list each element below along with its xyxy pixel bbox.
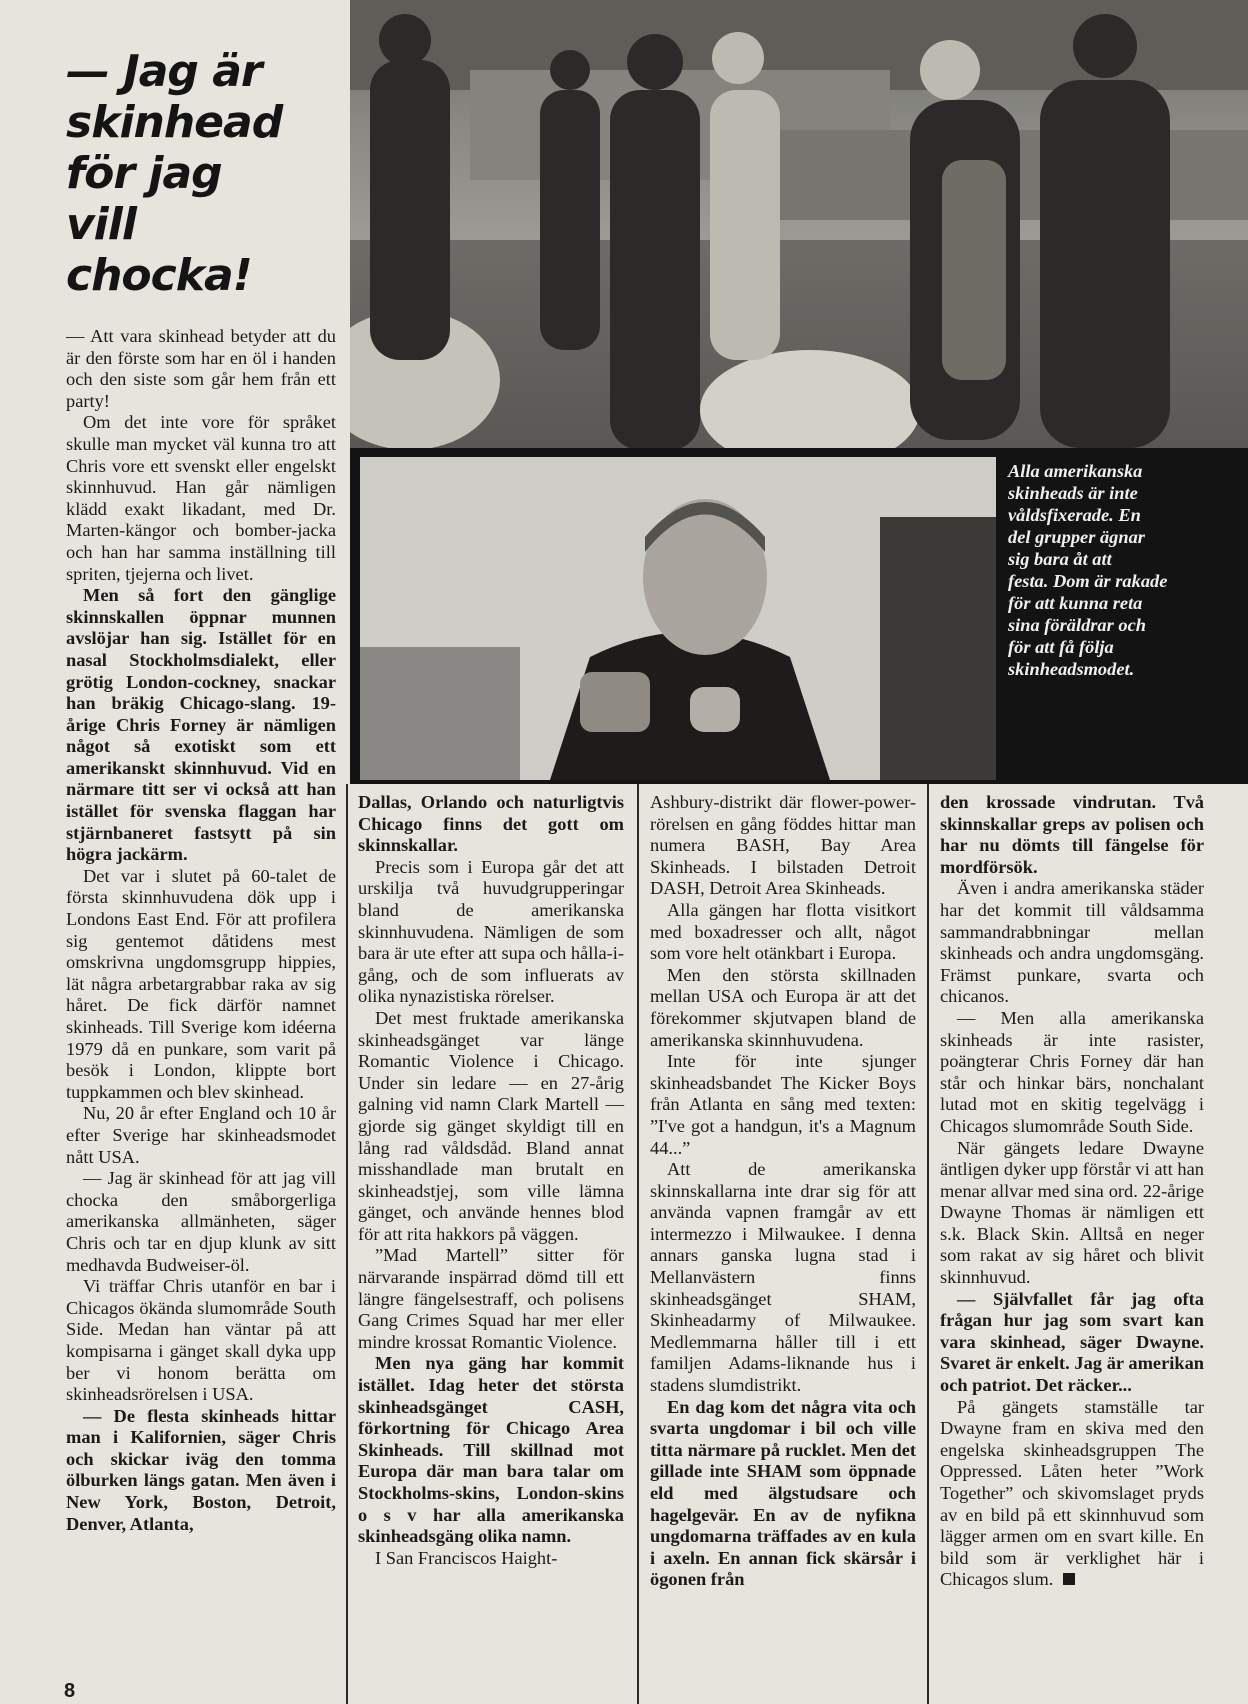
last-paragraph xyxy=(940,1397,1204,1591)
paragraph: Alla gängen har flotta visitkort med boxadresser och allt, något som vore helt otänkbart i Europa. xyxy=(650,899,916,964)
portrait-photo-illustration xyxy=(360,457,996,780)
paragraph: Nu, 20 år efter England och 10 år efter Sverige har skinheadsmodet nått USA. xyxy=(66,1103,336,1167)
paragraph: När gängets ledare Dwayne äntligen dyker upp förstår vi att han menar allvar med sina ord. 22-årige Dwayne Thomas är nämligen ett s.k. Black Skin. Alltså en neger som rakat av sig håret och blivit skinnhuvud. xyxy=(940,1137,1204,1288)
group-photo xyxy=(350,0,1248,448)
paragraph: Även i andra amerikanska städer har det kommit till våldsamma sammandrabbningar mellan skinheads och andra ungdomsgäng. Främst punkare, svarta och chicanos. xyxy=(940,878,1204,1007)
paragraph: — Jag är skinhead för att jag vill chocka den småborgerliga amerikanska allmänheten, säger Chris och tar en djup klunk av sitt medhavda Budweiser-öl. xyxy=(66,1168,336,1275)
paragraph: — Att vara skinhead betyder att du är den förste som har en öl i handen och den siste som går hem från ett party! xyxy=(66,326,336,411)
paragraph: En dag kom det några vita och svarta ungdomar i bil och ville titta närmare på rucklet. Men det gillade inte SHAM som öppnade eld med älgstudsare och hagelgevär. En av de nyfikna ungdomarna träffades av en kula i axeln. En annan fick skärsår i ögonen från xyxy=(650,1396,916,1590)
paragraph: Om det inte vore för språket skulle man mycket väl kunna tro att Chris vore ett svenskt eller engelskt skinnhuvud. Han går nämligen klädd exakt likadant, med Dr. Marten-kängor och bomber-jacka och han har samma inställning till spriten, tjejerna och livet. xyxy=(66,412,336,584)
paragraph: Det mest fruktade amerikanska skinheadsgänget var länge Romantic Violence i Chicago. Under sin ledare — en 27-årig galning vid namn Clark Martell — gjorde sig gänget skyldigt till en lång rad våldsdåd. Bland annat misshandlade man brutalt en skinheadstjej, som ville lämna gänget, och använde hennes blod för att rita hakkors på väggen. xyxy=(358,1007,624,1244)
text-column-1 xyxy=(66,326,336,1535)
group-photo-illustration xyxy=(350,0,1248,448)
text-column-3 xyxy=(650,792,916,1591)
column-rule xyxy=(637,784,639,1704)
paragraph: Inte för inte sjunger skinheadsbandet The Kicker Boys från Atlanta en sång med texten: ”I've got a handgun, it's a Magnum 44...” xyxy=(650,1051,916,1158)
photo-caption: Alla amerikanska skinheads är inte våldsfixerade. En del grupper ägnar sig bara åt att festa. Dom är rakade för att kunna reta sina föräldrar och för att få följa skinheadsmodet. xyxy=(1008,461,1168,679)
paragraph: — Självfallet får jag ofta frågan hur jag som svart kan vara skinhead, säger Dwayne. Svaret är enkelt. Jag är amerikan och patriot. Det räcker... xyxy=(940,1288,1204,1396)
column-rule xyxy=(346,784,348,1704)
paragraph: Dallas, Orlando och naturligtvis Chicago finns det gott om skinnskallar. xyxy=(358,792,624,856)
column-rule xyxy=(927,784,929,1704)
end-mark-icon xyxy=(1063,1573,1075,1585)
paragraph: Men den största skillnaden mellan USA och Europa är att det förekommer skjutvapen bland de amerikanska skinnhuvudena. xyxy=(650,964,916,1050)
paragraph: Det var i slutet på 60-talet de första skinnhuvudena dök upp i Londons East End. För att profilera sig gentemot dåtidens mest omskrivna ungdomsgrupp hippies, lät några arbetargrabbar raka av sig håret. De fick därför namnet skinheads. Till Sverige kom idéerna 1979 då en punkare, som varit på besök i London, klippte bort tuppkammen och blev skinhead. xyxy=(66,865,336,1102)
paragraph: Men nya gäng har kommit istället. Idag heter det största skinheadsgänget CASH, förkortning för Chicago Area Skinheads. Till skillnad mot Europa där man bara talar om Stockholms-skins, London-skins o s v har alla amerikanska skinheadsgäng olika namn. xyxy=(358,1353,624,1547)
headline: — Jag är skinhead för jag vill chocka! xyxy=(66,46,283,301)
paragraph: den krossade vindrutan. Två skinnskallar greps av polisen och har nu dömts till fängelse för mordförsök. xyxy=(940,792,1204,877)
paragraph: ”Mad Martell” sitter för närvarande inspärrad dömd till ett längre fängelsestraff, och polisens Gang Crimes Squad har mer eller mindre krossat Romantic Violence. xyxy=(358,1245,624,1352)
paragraph: — Men alla amerikanska skinheads är inte rasister, poängterar Chris Forney där han står och hinkar bärs, nonchalant lutad mot en skitig tegelvägg i Chicagos slumområde South Side. xyxy=(940,1007,1204,1136)
paragraph: Att de amerikanska skinnskallarna inte drar sig för att använda vapnen framgår av ett intermezzo i Milwaukee. I denna annars ganska lugna stad i Mellanvästern finns skinheadsgänget SHAM, Skinheadarmy of Milwaukee. Medlemmarna håller till i ett familjen Adams-liknande hus i stadens slumdistrikt. xyxy=(650,1159,916,1396)
paragraph: Men så fort den gänglige skinnskallen öppnar munnen avslöjar han sig. Istället för en nasal Stockholmsdialekt, eller grötig London-cockney, snackar han bräkig Chicago-slang. 19-årige Chris Forney är nämligen något så exotiskt som ett amerikanskt skinnhuvud. Vid en närmare titt ser vi också att han istället för svenska flaggan har stjärnbaneret fastsytt på sin högra jackärm. xyxy=(66,585,336,865)
paragraph-text: På gängets stamställe tar Dwayne fram en skiva med den engelska skinheadsgruppen The Oppressed. Låten heter ”Work Together” och skivomslaget pryds av en bild på ett skinnhuvud som lägger armen om en svart kille. En bild som är verklighet här i Chicagos slum. xyxy=(940,1396,1204,1590)
paragraph: Ashbury-distrikt där flower-power-rörelsen en gång föddes hittar man numera BASH, Bay Area Skinheads. I bilstaden Detroit DASH, Detroit Area Skinheads. xyxy=(650,792,916,899)
paragraph: Precis som i Europa går det att urskilja två huvudgrupperingar bland de amerikanska skinnhuvudena. Nämligen de som bara är ute efter att supa och hålla-i-gång, och de som influerats av olika nynazistiska rörelser. xyxy=(358,856,625,1007)
portrait-photo xyxy=(360,457,996,780)
paragraph: I San Franciscos Haight- xyxy=(375,1547,558,1568)
paragraph: — De flesta skinheads hittar man i Kalifornien, säger Chris och skickar iväg den tomma ölburken längs gatan. Men även i New York, Boston, Detroit, Denver, Atlanta, xyxy=(66,1405,336,1534)
paragraph: Vi träffar Chris utanför en bar i Chicagos ökända slumområde South Side. Medan han väntar på att kompisarna i gänget skall dyka upp ber vi honom berätta om skinheadsrörelsen i USA. xyxy=(66,1276,336,1405)
page-number: 8 xyxy=(64,1680,76,1702)
text-column-4 xyxy=(940,792,1204,1591)
text-column-2 xyxy=(358,792,624,1569)
